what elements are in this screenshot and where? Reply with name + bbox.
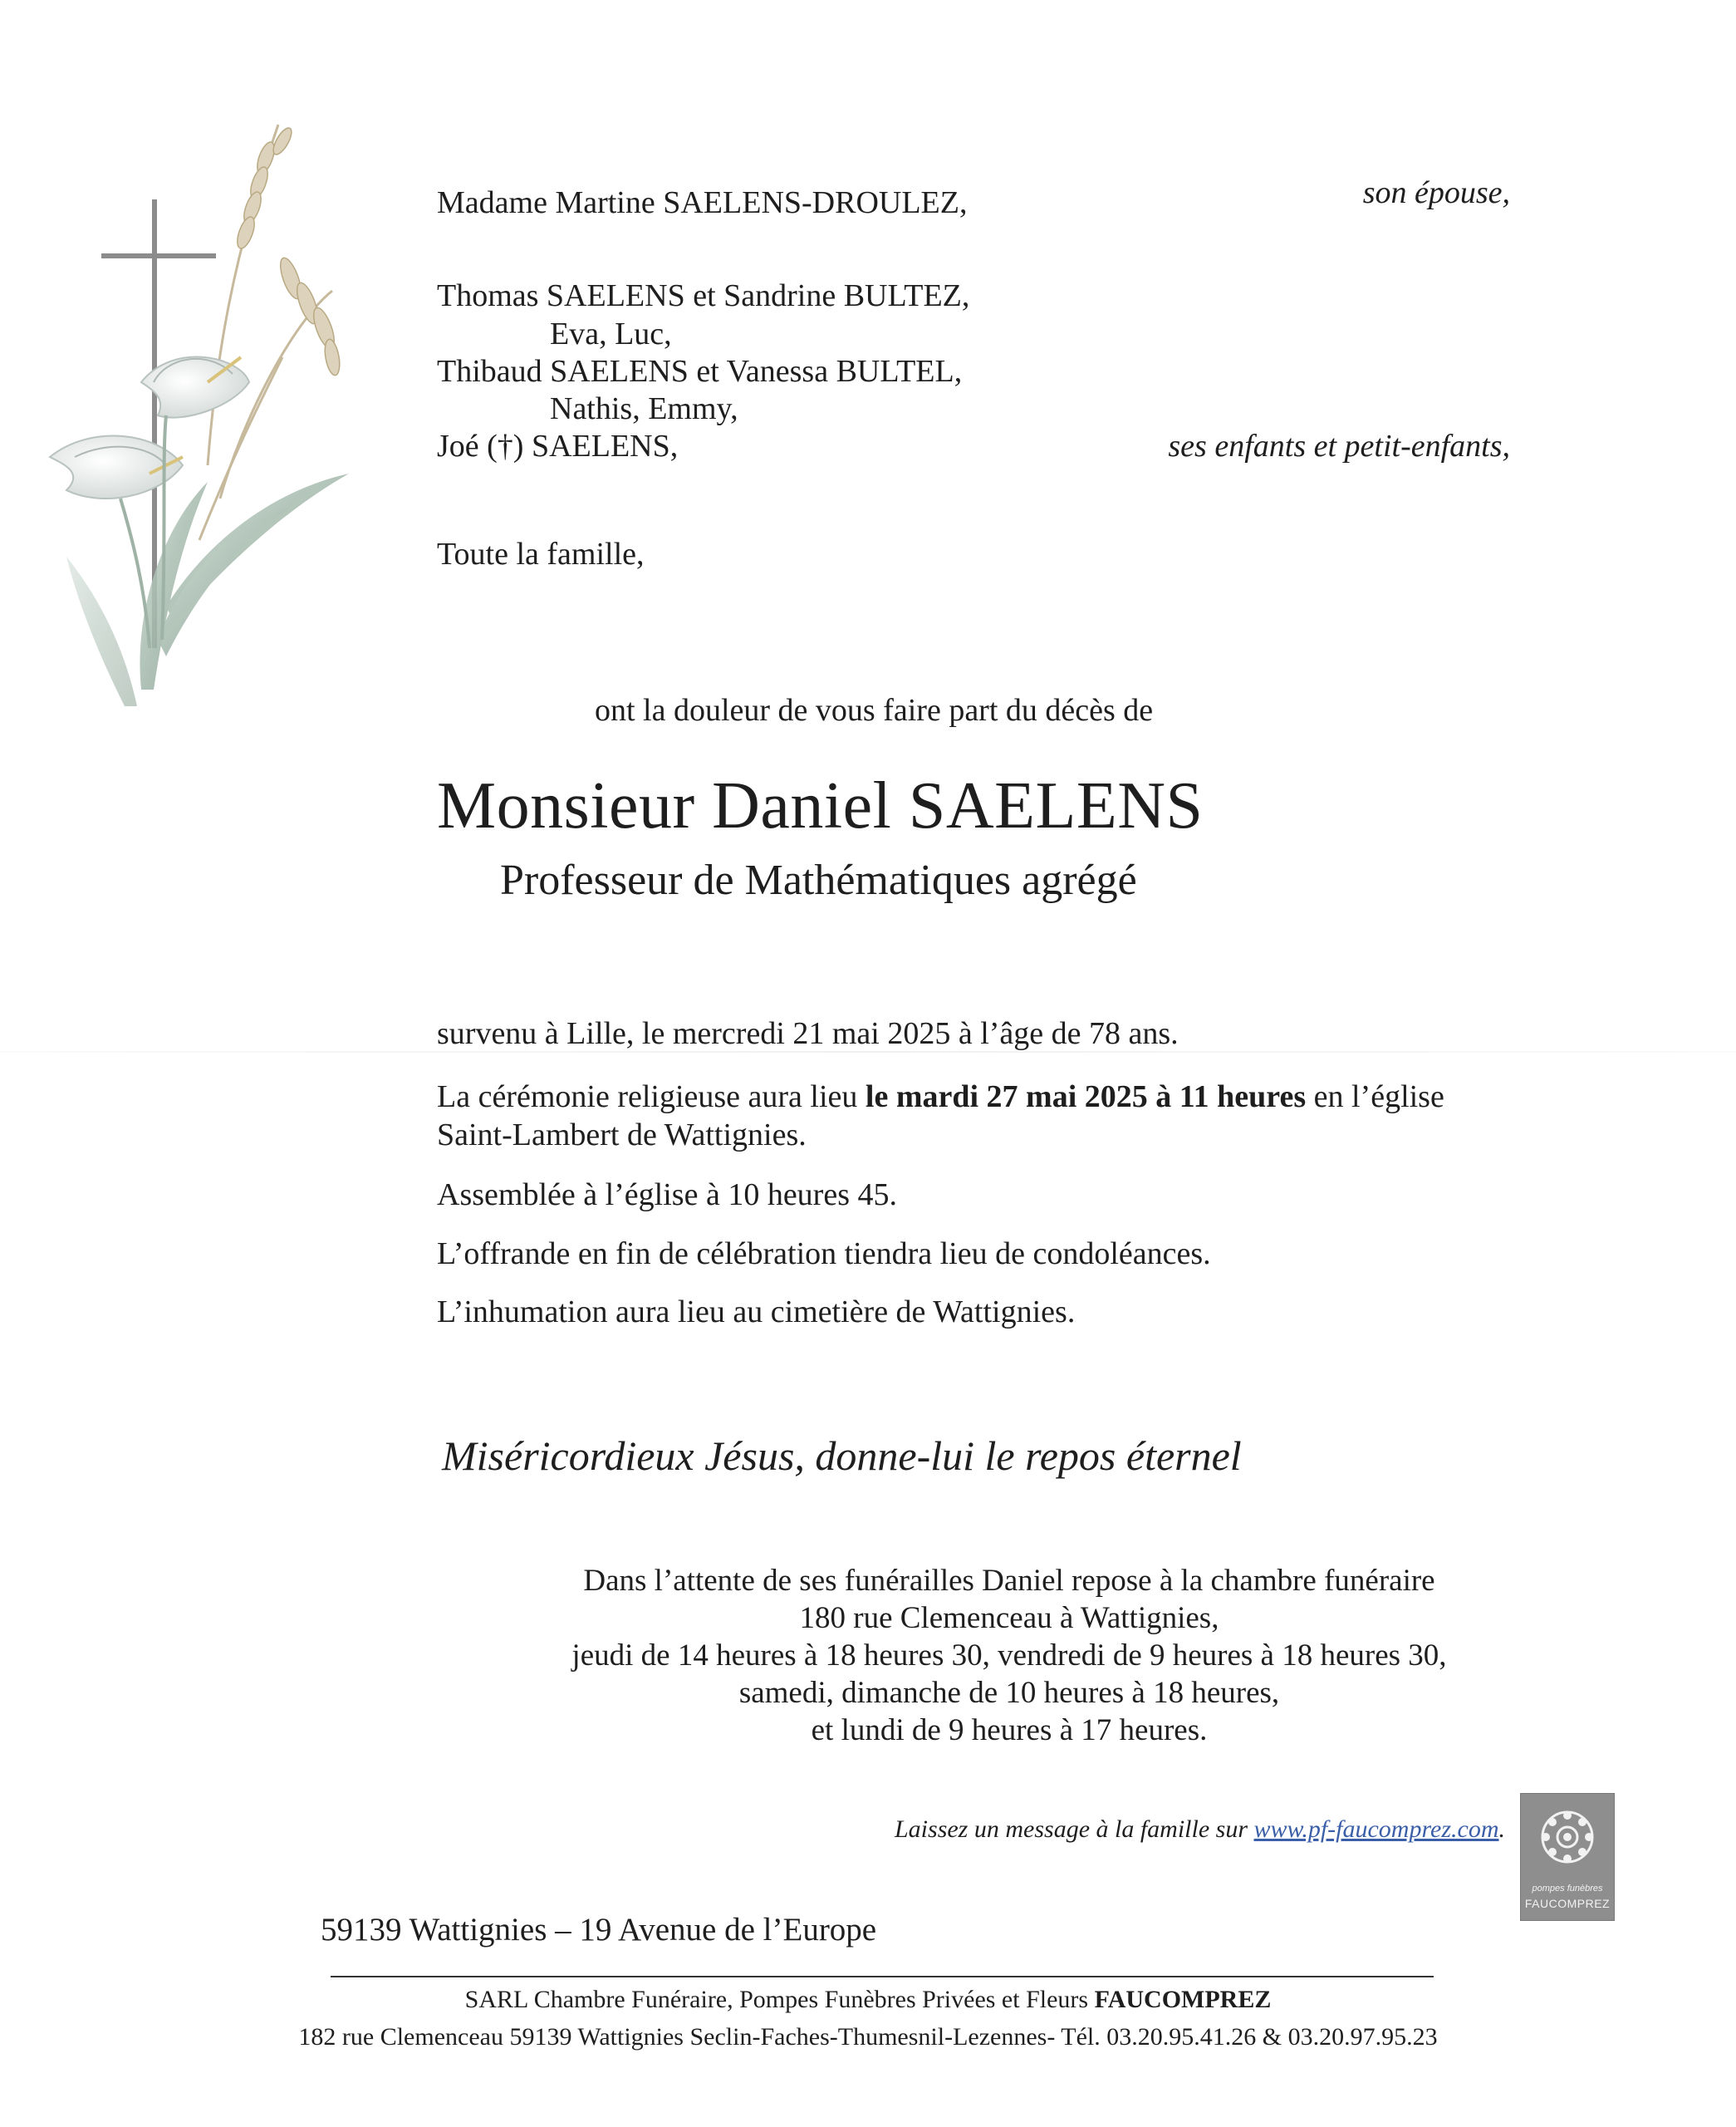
message-text: Laissez un message à la famille sur (895, 1815, 1254, 1843)
child-line: Thomas SAELENS et Sandrine BULTEZ, (437, 278, 970, 313)
assembly-details: Assemblée à l’église à 10 heures 45. (437, 1177, 897, 1212)
message-end: . (1498, 1815, 1505, 1843)
grandchildren-line: Nathis, Emmy, (550, 391, 738, 426)
visitation-block (490, 1562, 1528, 1749)
death-details: survenu à Lille, le mercredi 21 mai 2025 à l’âge de 78 ans. (437, 1016, 1179, 1051)
footer-company-text: SARL Chambre Funéraire, Pompes Funèbres Privées et Fleurs (464, 1986, 1095, 2013)
footer-divider (331, 1976, 1434, 1977)
website-link[interactable]: www.pf-faucomprez.com (1253, 1815, 1499, 1843)
cross-lily-decoration (42, 108, 357, 723)
prayer-line: Miséricordieux Jésus, donne-lui le repos éternel (442, 1432, 1242, 1479)
visitation-line: et lundi de 9 heures à 17 heures. (811, 1713, 1208, 1747)
burial-details: L’inhumation aura lieu au cimetière de Wattignies. (437, 1294, 1076, 1329)
visitation-line: 180 rue Clemenceau à Wattignies, (799, 1601, 1219, 1635)
announcement-intro: ont la douleur de vous faire part du décès de (595, 693, 1154, 728)
funeral-home-address: 59139 Wattignies – 19 Avenue de l’Europe (321, 1912, 877, 1948)
ceremony-date: le mardi 27 mai 2025 à 11 heures (865, 1079, 1307, 1114)
footer-company (0, 1986, 1736, 2014)
visitation-line: Dans l’attente de ses funérailles Daniel repose à la chambre funéraire (583, 1564, 1435, 1598)
logo-small-text: pompes funèbres (1532, 1884, 1603, 1894)
spouse-name: Madame Martine SAELENS-DROULEZ, (437, 185, 968, 220)
all-family-line: Toute la famille, (437, 537, 645, 572)
children-relation: ses enfants et petit-enfants, (1168, 429, 1510, 464)
footer-contact: 182 rue Clemenceau 59139 Wattignies Seclin-Faches-Thumesnil-Lezennes- Tél. 03.20.95.41.26 & 03.20.97.95.23 (298, 2023, 1438, 2051)
ceremony-text: en l’église (1306, 1079, 1444, 1114)
visitation-line: jeudi de 14 heures à 18 heures 30, vendredi de 9 heures à 18 heures 30, (571, 1638, 1447, 1673)
deceased-title: Professeur de Mathématiques agrégé (500, 857, 1137, 904)
offering-details: L’offrande en fin de célébration tiendra lieu de condoléances. (437, 1236, 1211, 1271)
deceased-name: Monsieur Daniel SAELENS (437, 769, 1204, 842)
ceremony-details (437, 1078, 1444, 1115)
child-line: Joé (†) SAELENS, (437, 429, 679, 464)
ceremony-location: Saint-Lambert de Wattignies. (437, 1118, 807, 1152)
spouse-relation: son épouse, (1362, 175, 1510, 210)
visitation-line: samedi, dimanche de 10 heures à 18 heures, (738, 1676, 1280, 1710)
leaf-icon (66, 474, 349, 706)
faucomprez-logo (1520, 1793, 1615, 1921)
grandchildren-line: Eva, Luc, (550, 317, 672, 351)
logo-brand: FAUCOMPREZ (1524, 1897, 1611, 1910)
flower-emblem-icon (1521, 1794, 1614, 1877)
footer-company-name: FAUCOMPREZ (1094, 1986, 1272, 2013)
child-line: Thibaud SAELENS et Vanessa BULTEL, (437, 354, 963, 389)
wheat-icon (199, 125, 332, 540)
message-line (895, 1815, 1505, 1844)
ceremony-text: La cérémonie religieuse aura lieu (437, 1079, 866, 1114)
